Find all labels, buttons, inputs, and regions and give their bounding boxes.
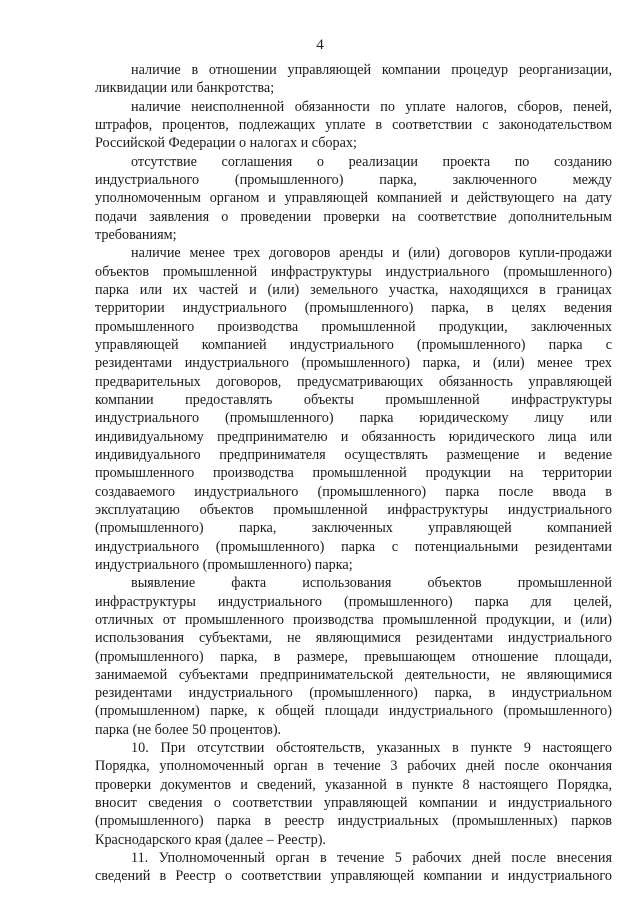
paragraph — [95, 61, 612, 98]
paragraph — [95, 98, 612, 153]
text-line: 10. При отсутствии обстоятельств, указанных в пункте 9 настоящего — [131, 740, 612, 757]
text-line: штрафов, процентов, подлежащих уплате в соответствии с законодательством — [95, 116, 612, 133]
paragraph — [95, 153, 612, 245]
text-line: парка или их частей и (или) земельного участка, находящихся в границах — [95, 281, 612, 298]
text-line: Краснодарского края (далее – Реестр). — [95, 831, 326, 848]
body-text — [95, 61, 612, 886]
text-line: территории индустриального (промышленного) парка, в целях ведения — [95, 300, 612, 317]
text-line: индустриального (промышленного) парка с потенциальными резидентами — [95, 538, 612, 555]
text-line: индивидуального предпринимателя осуществлять размещение и ведение — [95, 446, 612, 463]
text-line: отсутствие соглашения о реализации проекта по созданию — [131, 153, 612, 170]
text-line: предварительных договоров, предусматривающих обязанность управляющей — [95, 373, 612, 390]
text-line: наличие неисполненной обязанности по уплате налогов, сборов, пеней, — [131, 98, 612, 115]
text-line: резидентами индустриального (промышленного) парка, и (или) менее трех — [95, 355, 612, 372]
text-line: уполномоченным органом и управляющей компанией и действующего на дату — [95, 190, 612, 207]
text-line: Порядка, уполномоченный орган в течение 3 рабочих дней после окончания — [95, 758, 612, 775]
text-line: индустриального (промышленного) парка, заключенного между — [95, 171, 612, 188]
text-line: парка (не более 50 процентов). — [95, 721, 282, 738]
text-line: занимаемой субъектами предпринимательской деятельности, не являющимися — [95, 666, 612, 683]
text-line: подачи заявления о проведении проверки на соответствие дополнительным — [95, 208, 612, 225]
text-line: (промышленного) парка, заключенных управляющей компанией — [95, 520, 612, 537]
text-line: наличие менее трех договоров аренды и (или) договоров купли-продажи — [131, 245, 612, 262]
text-line: компании предоставлять объекты промышленной инфраструктуры — [95, 391, 612, 408]
text-line: инфраструктуры индустриального (промышленного) парка для целей, — [95, 593, 612, 610]
paragraph — [95, 849, 612, 886]
text-line: резидентами индустриального (промышленного) парка, в индустриальном — [95, 685, 612, 702]
text-line: индустриального (промышленного) парка юридическому лицу или — [95, 410, 612, 427]
text-line: проверки документов и сведений, указанной в пункте 8 настоящего Порядка, — [95, 776, 612, 793]
text-line: выявление факта использования объектов промышленной — [131, 575, 612, 592]
paragraph — [95, 244, 612, 574]
text-line: индивидуальному предпринимателю и обязанность юридического лица или — [95, 428, 612, 445]
text-line: эксплуатацию объектов промышленной инфраструктуры индустриального — [95, 501, 612, 518]
text-line: управляющей компанией индустриального (промышленного) парка с — [95, 336, 612, 353]
text-line: сведений в Реестр о соответствии управляющей компании и индустриального — [95, 868, 612, 885]
page-number: 4 — [316, 37, 324, 53]
paragraph — [95, 739, 612, 849]
text-line: отличных от промышленного производства промышленной продукции, и (или) — [95, 611, 612, 628]
paragraph — [95, 574, 612, 739]
text-line: ликвидации или банкротства; — [95, 80, 275, 97]
text-line: наличие в отношении управляющей компании процедур реорганизации, — [131, 62, 612, 78]
text-line: промышленного производства промышленной продукции на территории — [95, 465, 612, 482]
text-line: вносит сведения о соответствии управляющей компании и индустриального — [95, 795, 612, 812]
text-line: (промышленном) парке, к общей площади индустриального (промышленного) — [95, 703, 612, 720]
text-line: (промышленного) парка, в размере, превышающем отношение площади, — [95, 648, 612, 665]
text-line: Российской Федерации о налогах и сборах; — [95, 135, 357, 152]
text-line: (промышленного) парка в реестр индустриальных (промышленных) парков — [95, 813, 612, 830]
text-line: использования субъектами, не являющимися резидентами индустриального — [95, 630, 612, 647]
text-line: требованиям; — [95, 226, 177, 243]
text-line: промышленного производства промышленной продукции, заключенных — [95, 318, 612, 335]
text-line: создаваемого индустриального (промышленного) парка после ввода в — [95, 483, 612, 500]
text-line: объектов промышленной инфраструктуры индустриального (промышленного) — [95, 263, 612, 280]
text-line: 11. Уполномоченный орган в течение 5 рабочих дней после внесения — [131, 850, 612, 867]
text-line: индустриального (промышленного) парка; — [95, 556, 353, 573]
